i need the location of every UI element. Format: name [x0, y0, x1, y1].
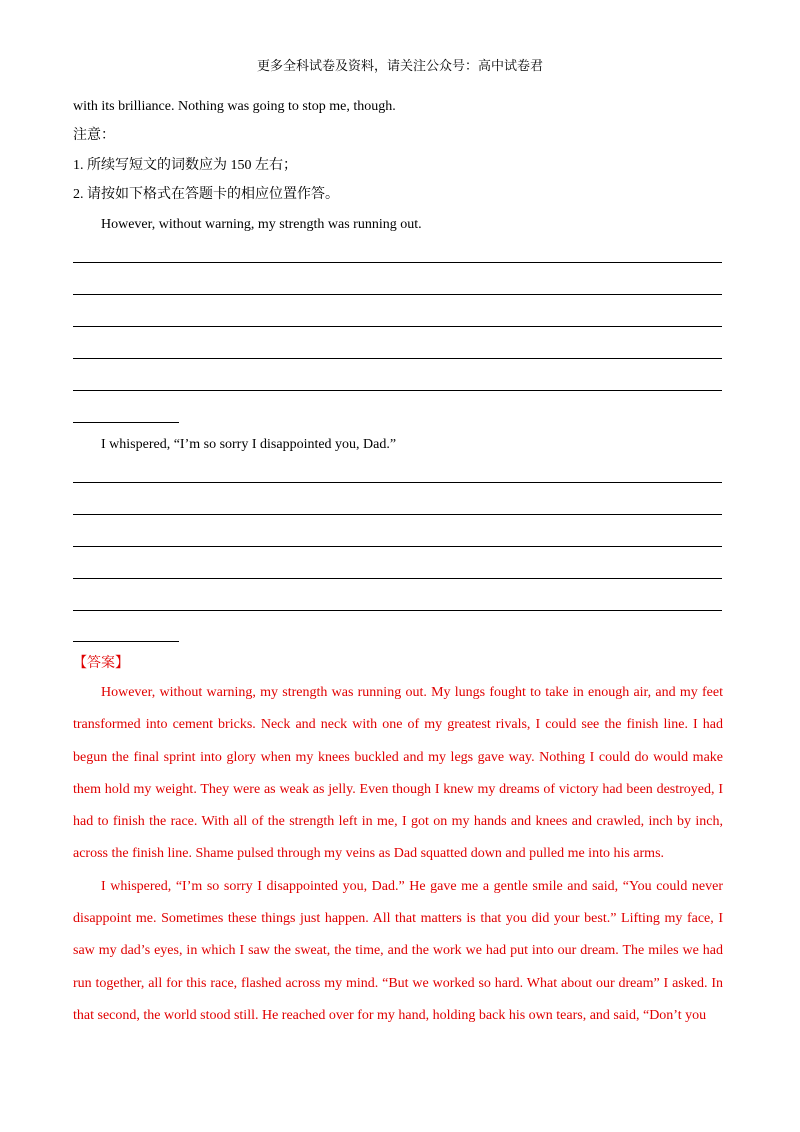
writing-line: [73, 610, 722, 611]
answer-label: 【答案】: [73, 656, 129, 671]
intro-line: with its brilliance. Nothing was going to stop me, though.: [73, 99, 396, 114]
writing-line: [73, 546, 722, 547]
writing-line: [73, 514, 722, 515]
writing-line: [73, 578, 722, 579]
prompt-sentence-2: I whispered, “I’m so sorry I disappointed you, Dad.”: [101, 437, 397, 452]
notes-title: 注意：: [73, 128, 115, 143]
writing-line: [73, 482, 722, 483]
writing-line: [73, 326, 722, 327]
writing-line: [73, 358, 722, 359]
note-item-1: 1. 所续写短文的词数应为 150 左右；: [73, 158, 297, 173]
answer-text: [73, 677, 723, 1032]
writing-line: [73, 262, 722, 263]
writing-line-short: [73, 422, 179, 423]
answer-paragraph-2: I whispered, “I’m so sorry I disappointed you, Dad.” He gave me a gentle smile and said, “You could never disappoint me. Sometimes these things just happen. All that matters is that you did your best.” Lifting my face, I saw my dad’s eyes, in which I saw the sweat, the time, and the work we had put into our dream. The miles we had run together, all for this race, flashed across my mind. “But we worked so hard. What about our dream” I asked. In that second, the world stood still. He reached over for my hand, holding back his own tears, and said, “Don’t you: [73, 878, 723, 1023]
note-item-2: 2. 请按如下格式在答题卡的相应位置作答。: [73, 187, 339, 202]
prompt-sentence-1: However, without warning, my strength was running out.: [101, 217, 422, 232]
page-header: 更多全科试卷及资料，请关注公众号：高中试卷君: [256, 58, 543, 73]
writing-line-short: [73, 641, 179, 642]
writing-line: [73, 390, 722, 391]
answer-paragraph-1: However, without warning, my strength was running out. My lungs fought to take in enough air, and my feet transformed into cement bricks. Neck and neck with one of my greatest rivals, I could see the finish line. I had begun the final sprint into glory when my knees buckled and my legs gave way. Nothing I could do would make them hold my weight. They were as weak as jelly. Even though I knew my dreams of victory had been destroyed, I had to finish the race. With all of the strength left in me, I got on my hands and knees and crawled, inch by inch, across the finish line. Shame pulsed through my veins as Dad squatted down and pulled me into his arms.: [73, 685, 723, 862]
writing-line: [73, 294, 722, 295]
